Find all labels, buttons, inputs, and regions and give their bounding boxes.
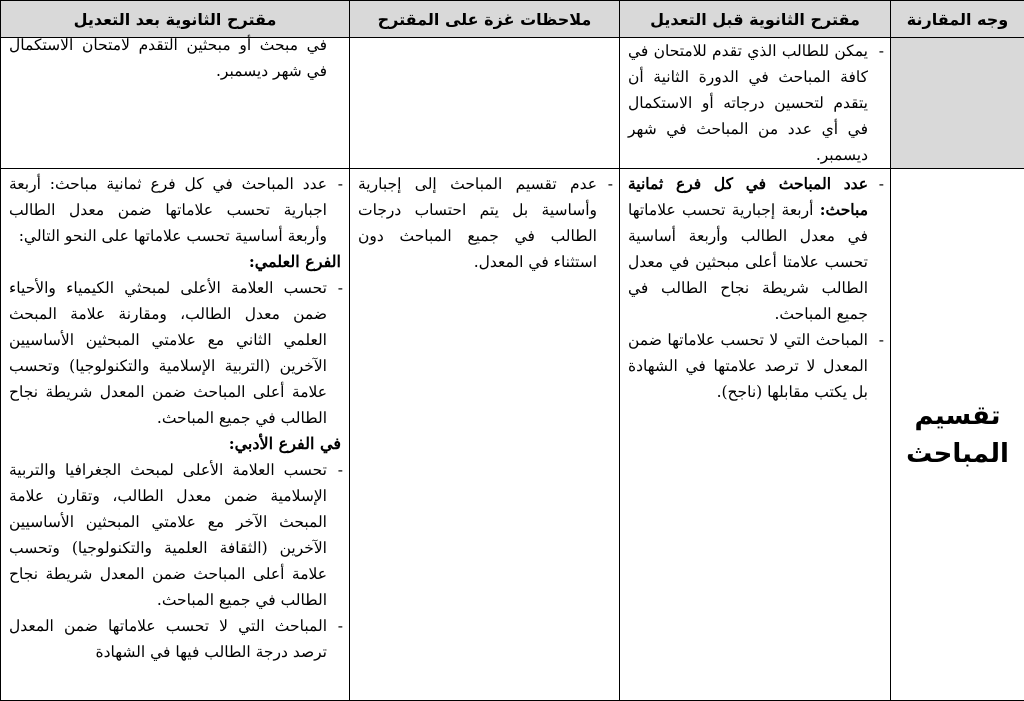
after-cell [1, 169, 350, 701]
before-item-text: يمكن للطالب الذي تقدم للامتحان في كافة المباحث في الدورة الثانية أن يتقدم لتحسين درجاته أو الاستكمال في أي عدد من المباحث في شهر ديسمبر. [628, 42, 868, 164]
before-cell [620, 38, 891, 169]
dash-marker: - [337, 279, 343, 297]
list-item [620, 171, 890, 327]
aspect-line-1: تقسيم [914, 400, 1001, 431]
list-item [1, 171, 349, 249]
after-cell [1, 38, 350, 169]
header-aspect: وجه المقارنة [891, 1, 1024, 38]
table-row-subject-division [1, 169, 1024, 701]
header-notes: ملاحظات غزة على المقترح [350, 1, 620, 38]
header-after: مقترح الثانوية بعد التعديل [1, 1, 350, 38]
list-item [620, 327, 890, 405]
dash-marker: - [878, 331, 884, 349]
dash-marker: - [607, 175, 613, 193]
dash-marker: - [878, 42, 884, 60]
after-item-text: عدد المباحث في كل فرع ثمانية مباحث: أربعة اجبارية تحسب علاماتها ضمن معدل الطالب وأربعة أساسية تحسب علاماتها على النحو التالي: [9, 175, 327, 245]
section-heading-scientific: الفرع العلمي: [248, 252, 341, 271]
before-item-bold: عدد المباحث في كل فرع ثمانية مباحث: [628, 174, 868, 219]
list-item [1, 275, 349, 431]
list-item [1, 613, 349, 665]
notes-item-text: عدم تقسيم المباحث إلى إجبارية وأساسية بل يتم احتساب درجات الطالب في جميع المباحث دون استثناء في المعدل. [358, 175, 597, 271]
notes-cell [350, 169, 620, 701]
after-continuation-text: في مبحث أو مبحثين التقدم لامتحان الاستكمال في شهر ديسمبر. [9, 36, 327, 80]
dash-marker: - [337, 617, 343, 635]
dash-marker: - [337, 175, 343, 193]
list-item [350, 171, 619, 275]
before-cell [620, 169, 891, 701]
dash-marker: - [878, 175, 884, 193]
notes-cell-empty [350, 38, 620, 169]
dash-marker: - [337, 461, 343, 479]
before-item-text: أربعة إجبارية تحسب علاماتها في معدل الطالب وأربعة أساسية تحسب علامتا أعلى مبحثين في معدل الطالب شريطة نجاح الطالب في جميع المباحث. [628, 201, 868, 323]
after-item-text: تحسب العلامة الأعلى لمبحثي الكيمياء والأحياء ضمن معدل الطالب، ومقارنة علامة المبحث العلمي الثاني مع علامتي المبحثين الأساسيين الآخرين (التربية الإسلامية والتكنولوجيا) وتحسب علامة أعلى المباحث ضمن المعدل شريطة نجاح الطالب في جميع المباحث. [9, 279, 327, 427]
before-item-text: المباحث التي لا تحسب علاماتها ضمن المعدل لا ترصد علامتها في الشهادة بل يكتب مقابلها (ناجح). [628, 331, 868, 401]
section-heading-literary: في الفرع الأدبي: [228, 434, 341, 453]
after-item-text: المباحث التي لا تحسب علاماتها ضمن المعدل ترصد درجة الطالب فيها في الشهادة [9, 617, 327, 661]
aspect-cell-empty [891, 38, 1024, 169]
list-item [1, 457, 349, 613]
header-before: مقترح الثانوية قبل التعديل [620, 1, 891, 38]
list-item [620, 38, 890, 168]
table-row-continuation [1, 38, 1024, 169]
aspect-cell [891, 169, 1024, 701]
aspect-line-2: المباحث [906, 438, 1009, 469]
after-item-text: تحسب العلامة الأعلى لمبحث الجغرافيا والتربية الإسلامية ضمن معدل الطالب، وتقارن علامة المبحث الآخر مع علامتي المبحثين الأساسيين الآخرين (الثقافة العلمية والتكنولوجيا) وتحسب علامة أعلى المباحث ضمن المعدل شريطة نجاح الطالب في جميع المباحث. [9, 461, 327, 609]
